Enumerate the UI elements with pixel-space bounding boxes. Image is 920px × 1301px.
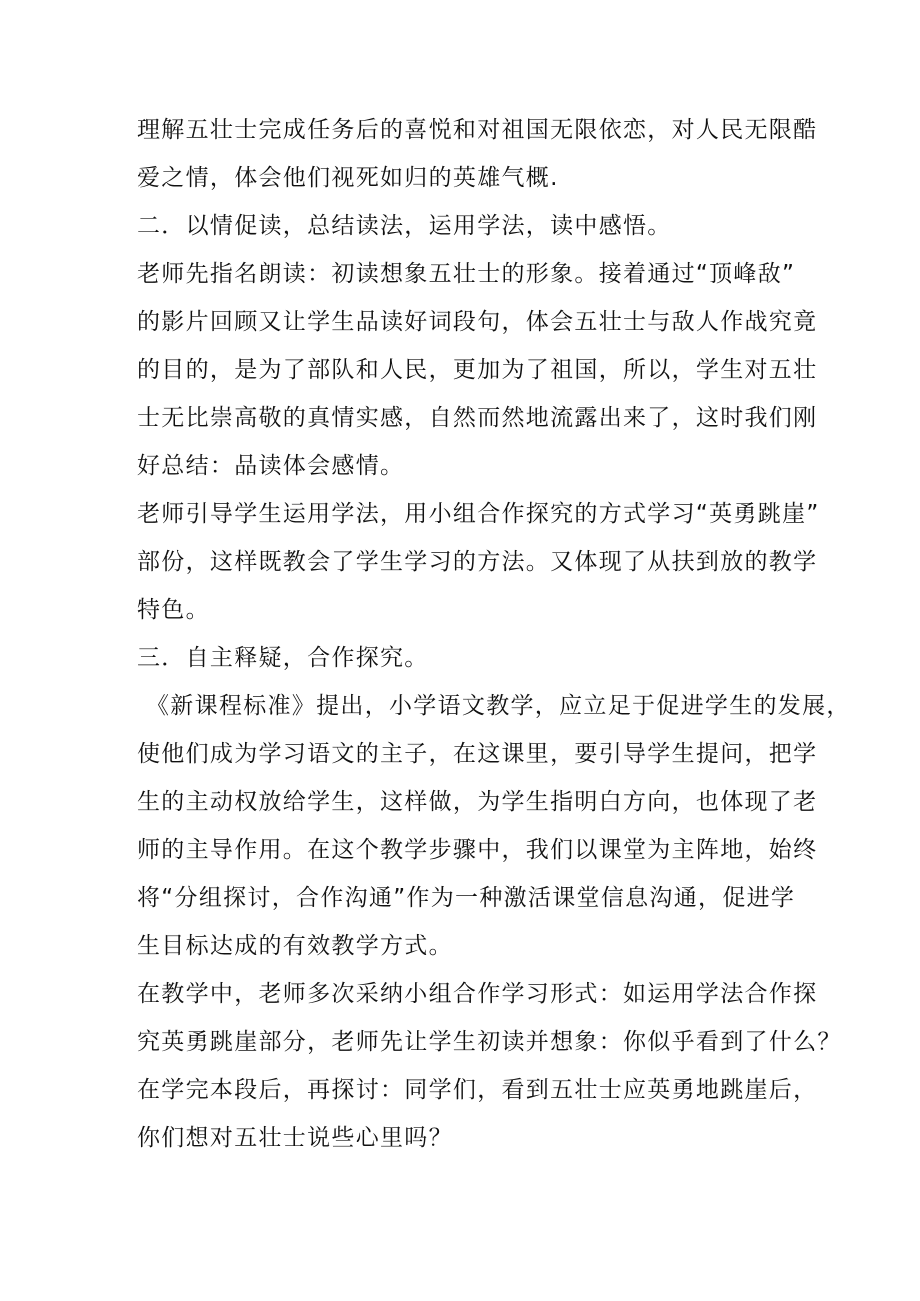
text-line: 的目的，是为了部队和人民，更加为了祖国，所以，学生对五壮 (137, 357, 818, 383)
text-line: 在教学中，老师多次采纳小组合作学习形式：如运用学法合作探 (137, 981, 818, 1007)
text-line: 老师引导学生运用学法，用小组合作探究的方式学习“英勇跳崖” (137, 501, 820, 527)
section-heading: 三．自主释疑，合作探究。 (137, 645, 429, 671)
text-line: 老师先指名朗读：初读想象五壮士的形象。接着通过“顶峰敌” (137, 261, 796, 287)
text-line: 士无比崇高敬的真情实感，自然而然地流露出来了，这时我们刚 (137, 405, 818, 431)
text-line: 好总结：品读体会感情。 (137, 453, 405, 479)
text-line: 的影片回顾又让学生品读好词段句，体会五壮士与敌人作战究竟 (137, 309, 818, 335)
text-line: 爱之情，体会他们视死如归的英雄气概. (137, 165, 559, 191)
text-line: 将“分组探讨，合作沟通”作为一种激活课堂信息沟通，促进学 (137, 885, 796, 911)
text-line: 特色。 (137, 597, 210, 623)
section-heading: 二．以情促读，总结读法，运用学法，读中感悟。 (137, 213, 672, 239)
text-line: 部份，这样既教会了学生学习的方法。又体现了从扶到放的教学 (137, 549, 818, 575)
text-line: 究英勇跳崖部分，老师先让学生初读并想象：你似乎看到了什么？ (137, 1029, 842, 1055)
text-line: 理解五壮士完成任务后的喜悦和对祖国无限依恋，对人民无限酷 (137, 117, 818, 143)
text-line: 你们想对五壮士说些心里吗？ (137, 1125, 453, 1151)
text-line: 师的主导作用。在这个教学步骤中，我们以课堂为主阵地，始终 (137, 837, 818, 863)
text-line: 生目标达成的有效教学方式。 (137, 933, 453, 959)
text-line: 生的主动权放给学生，这样做，为学生指明白方向，也体现了老 (137, 789, 818, 815)
text-line: 使他们成为学习语文的主子，在这课里，要引导学生提问，把学 (137, 741, 818, 767)
text-line: 在学完本段后，再探讨：同学们，看到五壮士应英勇地跳崖后， (137, 1077, 818, 1103)
text-line: 《新课程标准》提出，小学语文教学，应立足于促进学生的发展， (146, 693, 851, 719)
